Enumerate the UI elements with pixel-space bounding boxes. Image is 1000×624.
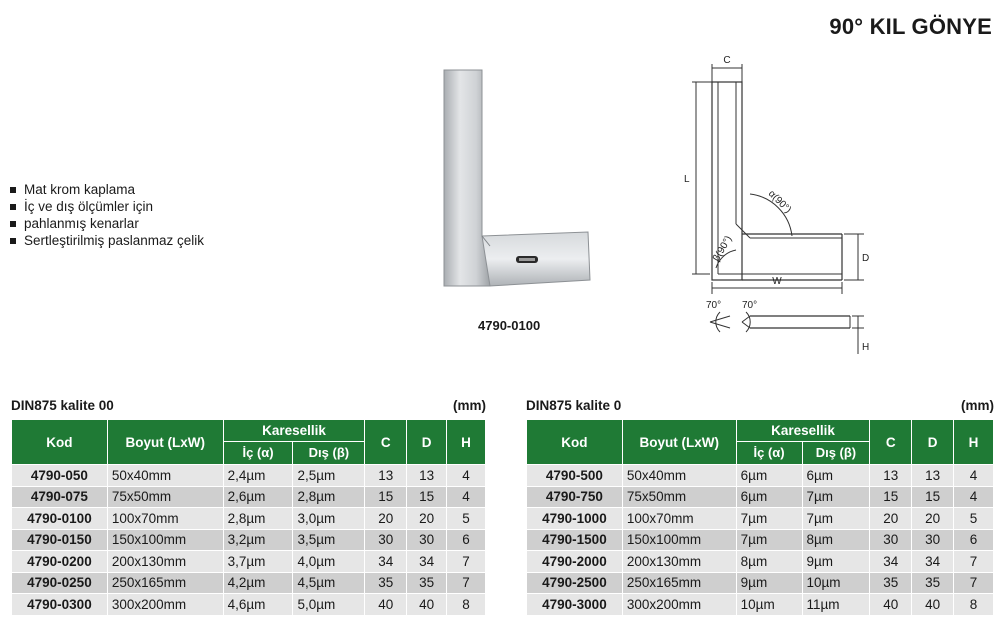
cell-ic: 3,2µm (223, 529, 293, 551)
cell-kod: 4790-075 (12, 486, 108, 508)
col-dis: Dış (β) (293, 441, 365, 464)
cell-kod: 4790-1500 (527, 529, 623, 551)
cell-d: 40 (912, 594, 954, 616)
feature-item-continued: pahlanmış kenarlar (10, 215, 204, 232)
cell-d: 13 (407, 465, 447, 487)
product-photo (440, 66, 600, 292)
product-photo-code: 4790-0100 (478, 318, 541, 333)
cell-kod: 4790-2500 (527, 572, 623, 594)
cell-kod: 4790-0150 (12, 529, 108, 551)
cell-boyut: 250x165mm (107, 572, 223, 594)
cell-h: 6 (447, 529, 486, 551)
cell-boyut: 75x50mm (107, 486, 223, 508)
cell-c: 15 (870, 486, 912, 508)
cell-dis: 7µm (802, 508, 870, 530)
cell-dis: 4,0µm (293, 551, 365, 573)
cell-h: 4 (954, 465, 994, 487)
cell-boyut: 50x40mm (622, 465, 736, 487)
spec-table-0 (526, 398, 994, 616)
cell-c: 20 (365, 508, 407, 530)
cell-boyut: 250x165mm (622, 572, 736, 594)
col-dis: Dış (β) (802, 441, 870, 464)
dim-l-label: L (684, 174, 690, 185)
cell-ic: 4,6µm (223, 594, 293, 616)
dim-c-label: C (723, 55, 731, 66)
cell-kod: 4790-050 (12, 465, 108, 487)
cell-c: 30 (365, 529, 407, 551)
cell-ic: 3,7µm (223, 551, 293, 573)
cell-d: 34 (912, 551, 954, 573)
cell-d: 35 (407, 572, 447, 594)
cell-kod: 4790-500 (527, 465, 623, 487)
table-row (527, 572, 994, 594)
cell-dis: 6µm (802, 465, 870, 487)
col-d: D (407, 420, 447, 465)
col-c: C (365, 420, 407, 465)
cell-h: 8 (954, 594, 994, 616)
cell-boyut: 100x70mm (622, 508, 736, 530)
beta-label: β(90°) (711, 234, 735, 264)
cell-h: 7 (447, 551, 486, 573)
cell-dis: 2,8µm (293, 486, 365, 508)
cell-c: 20 (870, 508, 912, 530)
cell-kod: 4790-2000 (527, 551, 623, 573)
cell-ic: 2,6µm (223, 486, 293, 508)
table-row (12, 529, 486, 551)
cell-h: 5 (954, 508, 994, 530)
table-row (12, 572, 486, 594)
cell-c: 13 (870, 465, 912, 487)
cell-boyut: 75x50mm (622, 486, 736, 508)
cell-boyut: 300x200mm (622, 594, 736, 616)
table-row (527, 486, 994, 508)
cell-boyut: 200x130mm (107, 551, 223, 573)
cell-ic: 4,2µm (223, 572, 293, 594)
col-c: C (870, 420, 912, 465)
cell-dis: 7µm (802, 486, 870, 508)
table-unit: (mm) (453, 398, 486, 413)
col-h: H (954, 420, 994, 465)
cell-h: 4 (954, 486, 994, 508)
cell-c: 34 (870, 551, 912, 573)
cell-h: 5 (447, 508, 486, 530)
feature-item: Mat krom kaplama (10, 181, 204, 198)
table-row (527, 465, 994, 487)
cell-ic: 7µm (736, 529, 802, 551)
feature-list (10, 181, 204, 249)
cell-dis: 5,0µm (293, 594, 365, 616)
dim-h-label: H (862, 342, 870, 353)
cell-h: 7 (954, 572, 994, 594)
cell-dis: 8µm (802, 529, 870, 551)
col-kod: Kod (12, 420, 108, 465)
col-d: D (912, 420, 954, 465)
cell-kod: 4790-1000 (527, 508, 623, 530)
cell-kod: 4790-0100 (12, 508, 108, 530)
dim-w-label: W (772, 276, 782, 287)
cell-dis: 2,5µm (293, 465, 365, 487)
cell-d: 15 (407, 486, 447, 508)
dim-d-label: D (862, 253, 870, 264)
col-boyut: Boyut (LxW) (622, 420, 736, 465)
cell-d: 15 (912, 486, 954, 508)
cell-ic: 7µm (736, 508, 802, 530)
cell-h: 8 (447, 594, 486, 616)
cell-dis: 3,0µm (293, 508, 365, 530)
cell-c: 30 (870, 529, 912, 551)
cell-d: 20 (407, 508, 447, 530)
cell-d: 40 (407, 594, 447, 616)
table-title: DIN875 kalite 00 (11, 398, 114, 413)
feature-item: Sertleştirilmiş paslanmaz çelik (10, 232, 204, 249)
cell-boyut: 150x100mm (622, 529, 736, 551)
table-row (12, 508, 486, 530)
cell-kod: 4790-0200 (12, 551, 108, 573)
cell-ic: 6µm (736, 486, 802, 508)
cell-c: 34 (365, 551, 407, 573)
table-row (12, 594, 486, 616)
cell-ic: 8µm (736, 551, 802, 573)
page-title: 90° KIL GÖNYE (829, 14, 992, 39)
cell-d: 30 (912, 529, 954, 551)
cell-boyut: 50x40mm (107, 465, 223, 487)
cell-c: 40 (365, 594, 407, 616)
col-karesellik: Karesellik (223, 420, 365, 442)
cell-c: 13 (365, 465, 407, 487)
cell-d: 30 (407, 529, 447, 551)
cell-kod: 4790-3000 (527, 594, 623, 616)
cell-h: 6 (954, 529, 994, 551)
table-row (12, 551, 486, 573)
feature-item: İç ve dış ölçümler için (10, 198, 204, 215)
cell-ic: 2,4µm (223, 465, 293, 487)
bevel-angle-2: 70° (742, 300, 758, 311)
cell-c: 35 (870, 572, 912, 594)
cell-kod: 4790-0300 (12, 594, 108, 616)
spec-table-00 (11, 398, 486, 616)
cell-boyut: 300x200mm (107, 594, 223, 616)
table-title: DIN875 kalite 0 (526, 398, 622, 413)
cell-dis: 11µm (802, 594, 870, 616)
cell-kod: 4790-0250 (12, 572, 108, 594)
cell-ic: 9µm (736, 572, 802, 594)
cell-dis: 10µm (802, 572, 870, 594)
technical-drawing (680, 54, 880, 360)
cell-boyut: 200x130mm (622, 551, 736, 573)
col-boyut: Boyut (LxW) (107, 420, 223, 465)
table-row (12, 486, 486, 508)
cell-dis: 3,5µm (293, 529, 365, 551)
alpha-label: α(90°) (765, 188, 794, 216)
bevel-angle-1: 70° (706, 300, 722, 311)
table-unit: (mm) (961, 398, 994, 413)
cell-kod: 4790-750 (527, 486, 623, 508)
cell-d: 35 (912, 572, 954, 594)
col-karesellik: Karesellik (736, 420, 870, 442)
cell-dis: 9µm (802, 551, 870, 573)
cell-ic: 6µm (736, 465, 802, 487)
cell-h: 7 (954, 551, 994, 573)
cell-c: 15 (365, 486, 407, 508)
cell-d: 34 (407, 551, 447, 573)
table-row (527, 551, 994, 573)
cell-h: 4 (447, 465, 486, 487)
cell-d: 13 (912, 465, 954, 487)
table-row (527, 508, 994, 530)
cell-boyut: 100x70mm (107, 508, 223, 530)
col-h: H (447, 420, 486, 465)
cell-c: 35 (365, 572, 407, 594)
cell-d: 20 (912, 508, 954, 530)
table-row (527, 529, 994, 551)
cell-c: 40 (870, 594, 912, 616)
col-ic: İç (α) (736, 441, 802, 464)
cell-boyut: 150x100mm (107, 529, 223, 551)
cell-ic: 2,8µm (223, 508, 293, 530)
table-row (12, 465, 486, 487)
cell-dis: 4,5µm (293, 572, 365, 594)
cell-ic: 10µm (736, 594, 802, 616)
table-row (527, 594, 994, 616)
cell-h: 4 (447, 486, 486, 508)
col-kod: Kod (527, 420, 623, 465)
col-ic: İç (α) (223, 441, 293, 464)
cell-h: 7 (447, 572, 486, 594)
